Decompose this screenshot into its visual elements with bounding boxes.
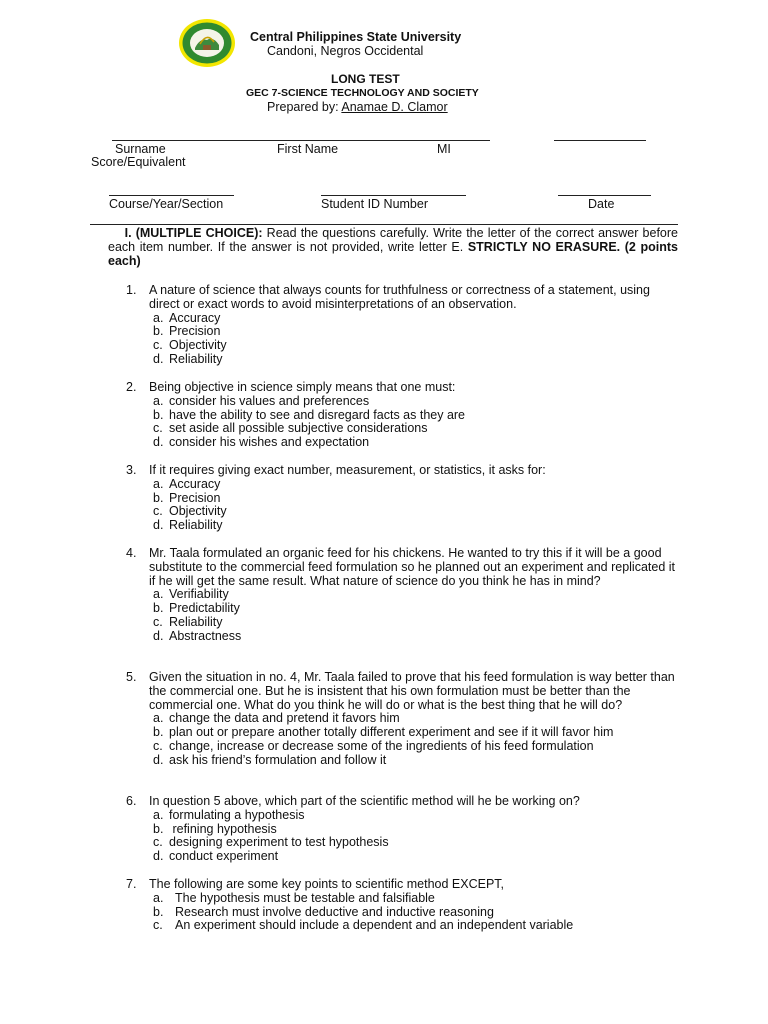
option-letter: c. bbox=[153, 504, 163, 519]
option-text: change the data and pretend it favors him bbox=[169, 711, 400, 726]
option-letter: a. bbox=[153, 393, 164, 408]
option-text: formulating a hypothesis bbox=[169, 807, 305, 822]
answer-option[interactable] bbox=[153, 823, 678, 837]
question-number: 4. bbox=[126, 546, 137, 560]
first-name-label: First Name bbox=[277, 142, 339, 156]
answer-option[interactable] bbox=[153, 754, 678, 768]
option-text: An experiment should include a dependent and an independent variable bbox=[175, 918, 574, 933]
answer-option[interactable] bbox=[153, 906, 678, 920]
option-text: Reliability bbox=[169, 351, 223, 366]
option-letter: b. bbox=[153, 601, 164, 616]
student-id-line[interactable] bbox=[321, 195, 466, 196]
option-text: Objectivity bbox=[169, 504, 227, 519]
option-text: Verifiability bbox=[169, 587, 229, 602]
option-letter: c. bbox=[153, 835, 163, 850]
option-text: designing experiment to test hypothesis bbox=[169, 835, 389, 850]
mi-label: MI bbox=[437, 142, 451, 156]
question bbox=[126, 284, 678, 367]
answer-option[interactable] bbox=[153, 409, 678, 423]
option-text: refining hypothesis bbox=[169, 821, 277, 836]
option-letter: b. bbox=[153, 725, 164, 740]
option-letter: d. bbox=[153, 518, 164, 533]
option-text: ask his friend’s formulation and follow it bbox=[169, 752, 387, 767]
answer-option[interactable] bbox=[153, 422, 678, 436]
option-letter: a. bbox=[153, 587, 164, 602]
option-text: Predictability bbox=[169, 601, 240, 616]
answer-option[interactable] bbox=[153, 395, 678, 409]
option-text: Precision bbox=[169, 324, 221, 339]
answer-option[interactable] bbox=[153, 602, 678, 616]
option-text: consider his values and preferences bbox=[169, 393, 370, 408]
option-letter: c. bbox=[153, 614, 163, 629]
option-letter: b. bbox=[153, 407, 164, 422]
option-letter: a. bbox=[153, 711, 164, 726]
university-location: Candoni, Negros Occidental bbox=[267, 44, 424, 58]
answer-option[interactable] bbox=[153, 919, 678, 933]
option-text: change, increase or decrease some of the ingredients of his feed formulation bbox=[169, 738, 594, 753]
option-text: Precision bbox=[169, 490, 221, 505]
option-text: conduct experiment bbox=[169, 849, 279, 864]
answer-option[interactable] bbox=[153, 353, 678, 367]
option-letter: d. bbox=[153, 849, 164, 864]
score-line[interactable] bbox=[554, 140, 646, 141]
option-letter: a. bbox=[153, 807, 164, 822]
question-number: 6. bbox=[126, 794, 137, 808]
option-text: Accuracy bbox=[169, 310, 221, 325]
question-text: If it requires giving exact number, measurement, or statistics, it asks for: bbox=[149, 463, 546, 477]
question bbox=[126, 671, 678, 768]
option-letter: a. bbox=[153, 310, 164, 325]
answer-option[interactable] bbox=[153, 836, 678, 850]
answer-option[interactable] bbox=[153, 712, 678, 726]
option-text: Reliability bbox=[169, 614, 223, 629]
date-line[interactable] bbox=[558, 195, 651, 196]
option-letter: c. bbox=[153, 338, 163, 353]
question-text: The following are some key points to scientific method EXCEPT, bbox=[149, 877, 505, 891]
question-number: 5. bbox=[126, 670, 137, 684]
header-divider bbox=[90, 224, 678, 225]
option-text: The hypothesis must be testable and falsifiable bbox=[175, 890, 435, 905]
question-text: In question 5 above, which part of the scientific method will he be working on? bbox=[149, 794, 580, 808]
instructions bbox=[108, 226, 678, 268]
date-label: Date bbox=[588, 197, 615, 211]
question bbox=[126, 795, 678, 864]
option-text: Reliability bbox=[169, 518, 223, 533]
option-text: consider his wishes and expectation bbox=[169, 435, 370, 450]
prepared-by-label: Prepared by: bbox=[267, 100, 342, 114]
option-letter: a. bbox=[153, 476, 164, 491]
answer-option[interactable] bbox=[153, 850, 678, 864]
prepared-by-name: Anamae D. Clamor bbox=[341, 100, 448, 114]
question bbox=[126, 878, 678, 933]
option-letter: d. bbox=[153, 351, 164, 366]
section-title: (MULTIPLE CHOICE): bbox=[135, 226, 263, 240]
answer-option[interactable] bbox=[153, 588, 678, 602]
test-title: LONG TEST bbox=[331, 72, 400, 86]
option-letter: c. bbox=[153, 918, 163, 933]
prepared-by bbox=[267, 100, 448, 114]
question-number: 3. bbox=[126, 463, 137, 477]
surname-label: Surname bbox=[115, 142, 166, 156]
answer-option[interactable] bbox=[153, 339, 678, 353]
question bbox=[126, 464, 678, 533]
question-text: Given the situation in no. 4, Mr. Taala failed to prove that his feed formulation is way better than the commercial one. But he is insistent that his own formulation must be better than the commercial one. What do you think he will do or what is the best thing that he will do? bbox=[149, 670, 675, 712]
section-heading bbox=[125, 226, 263, 240]
option-letter: d. bbox=[153, 628, 164, 643]
answer-option[interactable] bbox=[153, 726, 678, 740]
question bbox=[126, 381, 678, 450]
question-text: Being objective in science simply means that one must: bbox=[149, 380, 456, 394]
answer-option[interactable] bbox=[153, 892, 678, 906]
option-letter: b. bbox=[153, 821, 164, 836]
answer-option[interactable] bbox=[153, 740, 678, 754]
question-number: 1. bbox=[126, 283, 137, 297]
course-year-section-label: Course/Year/Section bbox=[109, 197, 224, 211]
question-text: A nature of science that always counts for truthfulness or correctness of a statement, using direct or exact words to avoid misinterpretations of an observation. bbox=[149, 283, 650, 311]
course-title: GEC 7-SCIENCE TECHNOLOGY AND SOCIETY bbox=[246, 87, 479, 99]
answer-option[interactable] bbox=[153, 519, 678, 533]
option-text: set aside all possible subjective considerations bbox=[169, 421, 428, 436]
instructions-emphasis: STRICTLY NO ERASURE. (2 points each) bbox=[108, 240, 678, 268]
answer-option[interactable] bbox=[153, 436, 678, 450]
option-text: plan out or prepare another totally different experiment and see if it will favor him bbox=[169, 725, 614, 740]
answer-option[interactable] bbox=[153, 630, 678, 644]
option-text: have the ability to see and disregard facts as they are bbox=[169, 407, 466, 422]
name-line[interactable] bbox=[112, 140, 490, 141]
answer-option[interactable] bbox=[153, 505, 678, 519]
option-text: Objectivity bbox=[169, 338, 227, 353]
answer-option[interactable] bbox=[153, 616, 678, 630]
answer-option[interactable] bbox=[153, 492, 678, 506]
option-letter: d. bbox=[153, 435, 164, 450]
answer-option[interactable] bbox=[153, 809, 678, 823]
score-label: Score/Equivalent bbox=[91, 155, 186, 169]
question-text: Mr. Taala formulated an organic feed for his chickens. He wanted to try this if it will be a good substitute to the commercial feed formulation so he planned out an experiment and replicated it if he will get the same result. What nature of science do you think he has in mind? bbox=[149, 546, 676, 588]
question bbox=[126, 547, 678, 644]
option-letter: d. bbox=[153, 752, 164, 767]
instructions-text: Read the questions carefully. Write the letter of the correct answer before each item number. If the answer is not provided, write letter E. bbox=[108, 226, 678, 254]
option-text: Research must involve deductive and inductive reasoning bbox=[175, 904, 494, 919]
option-letter: b. bbox=[153, 490, 164, 505]
option-letter: b. bbox=[153, 324, 164, 339]
question-number: 2. bbox=[126, 380, 137, 394]
option-letter: a. bbox=[153, 890, 164, 905]
answer-option[interactable] bbox=[153, 478, 678, 492]
option-letter: c. bbox=[153, 421, 163, 436]
student-id-label: Student ID Number bbox=[321, 197, 428, 211]
option-letter: c. bbox=[153, 738, 163, 753]
option-text: Accuracy bbox=[169, 476, 221, 491]
university-name: Central Philippines State University bbox=[250, 30, 462, 44]
university-seal-logo bbox=[178, 18, 236, 68]
section-number: I. bbox=[124, 226, 132, 240]
question-number: 7. bbox=[126, 877, 137, 891]
option-text: Abstractness bbox=[169, 628, 242, 643]
answer-option[interactable] bbox=[153, 325, 678, 339]
answer-option[interactable] bbox=[153, 312, 678, 326]
course-year-section-line[interactable] bbox=[109, 195, 234, 196]
option-letter: b. bbox=[153, 904, 164, 919]
